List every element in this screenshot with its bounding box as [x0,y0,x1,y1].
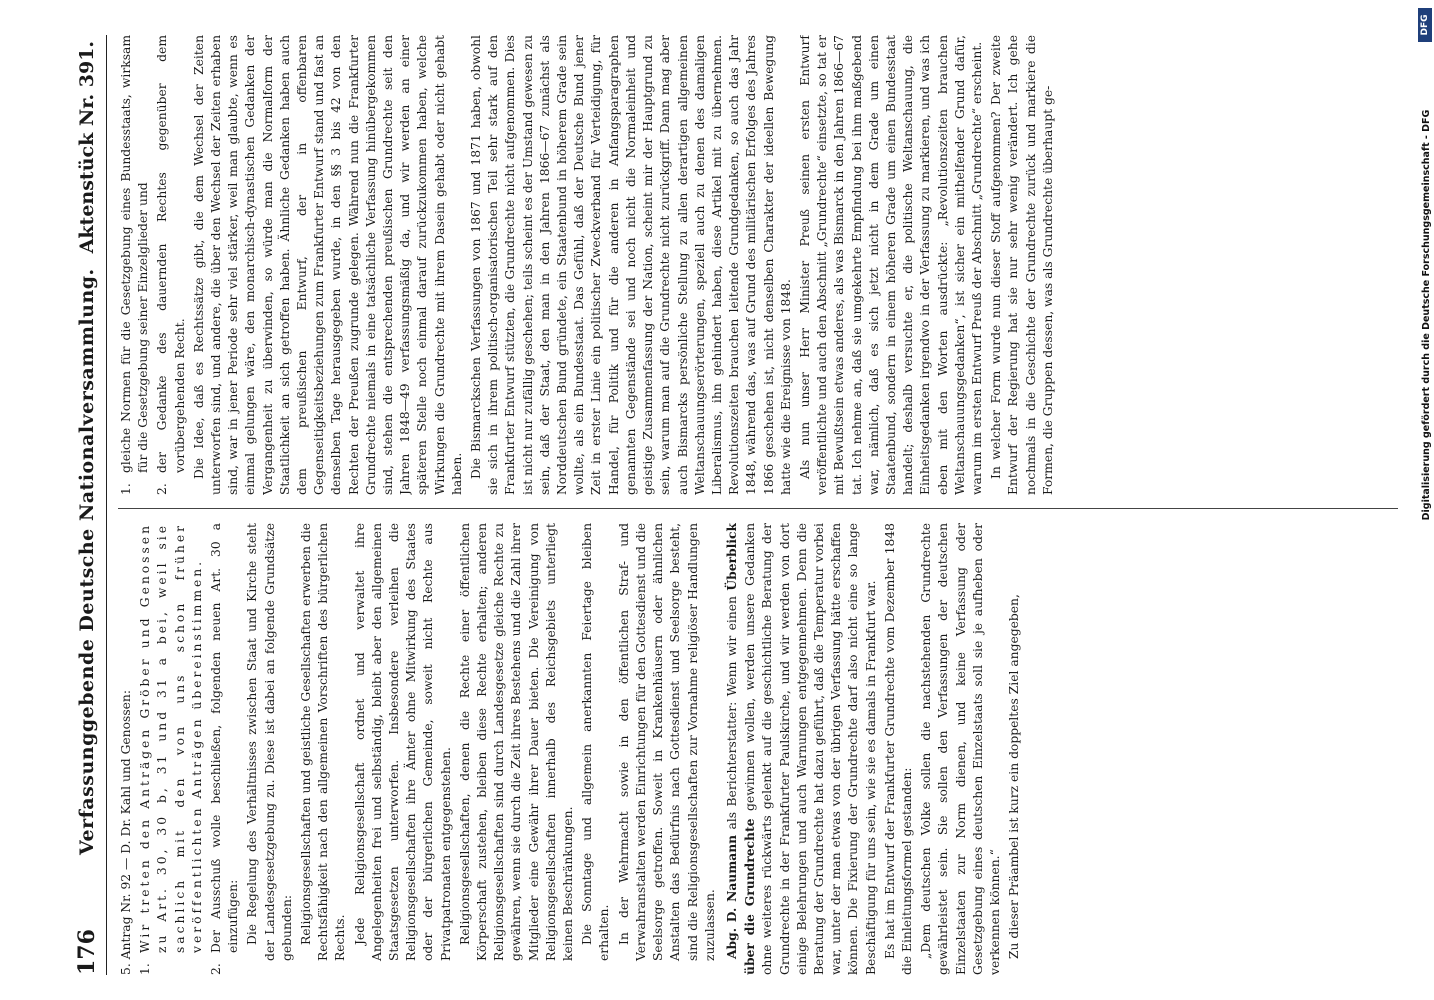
article-paragraph: Religionsgesellschaften, denen die Rechte einer öffentlichen Körperschaft zustehen, bleiben diese Rechte erhalten; anderen Religionsgesellschaften sind durch Landesgesetze gleiche Rechte zu gewähren, wenn sie durch die Zeit ihres Bestehens und die Zahl ihrer Mitglieder eine Gewähr ihrer Dauer bieten. Die Vereinigung von Religionsgesellschaften innerhalb des Reichsgebiets unterliegt keinen Beschränkungen. [457,523,576,961]
item-number: 2. [155,483,170,495]
document-number: Aktenstück Nr. 391. [76,41,98,254]
digitization-note [1418,8,1432,568]
document-page [70,35,1400,975]
article-paragraph: Religionsgesellschaften und geistliche Gesellschaften erwerben die Rechtsfähigkeit nach den allgemeinen Vorschriften des bürgerlichen Rechts. [299,523,348,961]
running-title: Verfassunggebende Deutsche Nationalversammlung. [76,268,98,855]
motion-item-2 [208,523,242,975]
item-text: der Gedanke des dauernden Rechtes gegenüber dem vorübergehenden Recht. [155,35,187,473]
body-paragraph: Die Idee, daß es Rechtssätze gibt, die dem Wechsel der Zeiten unterworfen sind, und andere, die über den Wechsel der Zeiten erhaben sind, war in jener Periode sehr viel stärker, weil man glaubte, wenn es einmal gelungen wäre, den monarchisch-dynastischen Gedanken der Vergangenheit zu überwinden, so würde man die Normalform der Staatlichkeit an sich getroffen haben. Ähnliche Gedanken haben auch dem preußischen Entwurf, der in offenbaren Gegenseitigkeitsbeziehungen zum Frankfurter Entwurf stand und fast an denselben Tage herausgegeben wurde, in den §§ 3 bis 42 von den Rechten der Preußen zugrunde gelegen. Während nun die Frankfurter Grundrechte niemals in eine tatsächliche Verfassung hinübergekommen sind, stehen die entsprechenden preußischen Grundrechte seit den Jahren 1848—49 verfassungsmäßig da, und wir werden an einer späteren Stelle noch einmal darauf zurückzukommen haben, welche Wirkungen die Grundrechte mit ihrem Dasein gehabt oder nicht gehabt haben. [191,35,464,495]
item-text: Der Ausschuß wolle beschließen, folgenden neuen Art. 30 a einzufügen: [209,523,241,953]
motion-item-1 [137,523,206,975]
emphasis-text: Überblick über die Grundrechte [723,523,758,975]
right-column [118,35,1398,495]
item-text: Wir treten den Anträgen Gröber und Genossen zu Art. 30, 30 b, 31 und 31 a bei, weil sie sachlich mit den von uns schon früher veröffentlichten Anträgen übereinstimmen. [138,523,204,953]
left-column [118,523,1398,975]
article-paragraph: Die Sonntage und allgemein anerkannten Feiertage bleiben erhalten. [580,523,612,961]
page-header [70,35,107,975]
item-text: gleiche Normen für die Gesetzgebung eines Bundesstaats, wirksam für die Gesetzgebung seiner Einzelglieder und [119,35,151,473]
dfg-logo-text: DFG [1420,14,1430,36]
speech-text: gewinnen wollen, werden unsere Gedanken ohne weiteres rückwärts gelenkt auf die geschichtliche Beratung der Grundrechte in der Frankfurter Paulskirche, und wir werden von dort einige Belehrungen und auch Warnungen entgegennehmen. Denn die Beratung der Grundrechte hat dazu geführt, daß die Temperatur vorbei war, unter der man etwas von der übrigen Verfassung hätte erschaffen können. Die Fixierung der Grundrechte darf also nicht eine so lange Beschäftigung für uns sein, wie sie es damals in Frankfurt war. [743,523,878,975]
article-paragraph: Jede Religionsgesellschaft ordnet und verwaltet ihre Angelegenheiten frei und selbständig, bleibt aber den allgemeinen Staatsgesetzen unterworfen. Insbesondere verleihen die Religionsgesellschaften ihre Ämter ohne Mitwirkung des Staates oder der bürgerlichen Gemeinde, soweit nicht Rechte aus Privatpatronaten entgegenstehen. [352,523,453,961]
item-number: 1. [138,963,153,975]
quotation-paragraph: „Dem deutschen Volke sollen die nachstehenden Grundrechte gewährleistet sein. Sie sollen den Verfassungen der deutschen Einzelstaaten zur Norm dienen, und keine Verfassung oder Gesetzgebung eines deutschen Einzelstaats soll sie je aufheben oder verkennen können.“ [919,523,1002,975]
item-number: 2. [209,963,224,975]
funding-credit: Digitalisierung gefördert durch die Deutsche Forschungsgemeinschaft - DFG [1421,109,1432,521]
quoted-article [244,523,720,975]
goal-item-1 [118,35,152,495]
body-paragraph: Die Bismarckschen Verfassungen von 1867 und 1871 haben, obwohl sie sich in ihrem politisch-organisatorischen Teil sehr stark auf den Frankfurter Entwurf stützten, die Grundrechte nicht aufgenommen. Dies ist nicht nur zufällig geschehen; teils scheint es der Umstand gewesen zu sein, daß der Staat, den man in den Jahren 1866—67 zunächst als Norddeutschen Bund gründete, ein Staatenbund in höherem Grade sein wollte, als ein Bundesstaat. Das Gefühl, daß der Deutsche Bund jener Zeit in erster Linie ein politischer Zweckverband für Verteidigung, für Handel, für Politik und für die anderen in Anfangsparagraphen genannten Gegenstände sei und noch nicht die Normaleinheit und geistige Zusammenfassung der Nation, scheint mir der Hauptgrund zu sein, warum man auf die Grundrechte nicht zurückgriff. Dann mag aber auch Bismarcks persönliche Stellung zu allen derartigen allgemeinen Weltanschauungserörterungen, speziell auch zu denen des damaligen Liberalismus, ihn gehindert haben, diese Artikel mit zu übernehmen. Revolutionszeiten brauchen leitende Grundgedanken, so auch das Jahr 1848, während das, was auf Grund des militärischen Erfolges des Jahres 1866 geschehen ist, nicht denselben Charakter der ideellen Bewegung hatte wie die Ereignisse von 1848. [469,35,793,495]
motion-heading: 5. Antrag Nr. 92 — D. Dr. Kahl und Genossen: [119,690,133,975]
speech-paragraph [723,523,880,975]
article-paragraph: In der Wehrmacht sowie in den öffentlichen Straf- und Verwahranstalten werden Einrichtungen für den Gottesdienst und die Seelsorge getroffen. Soweit in Krankenhäusern oder ähnlichen Anstalten das Bedürfnis nach Gottesdienst und Seelsorge besteht, sind die Religionsgesellschaften zur Vornahme religiöser Handlungen zuzulassen. [616,523,717,961]
column-divider [118,508,1398,509]
body-paragraph: Als nun unser Herr Minister Preuß seinen ersten Entwurf veröffentlichte und auch den Abschnitt „Grundrechte“ einsetzte, so tat er mit Bewußtsein etwas anderes, als was Bismarck in den Jahren 1866—67 tat. Ich nehme an, daß sie umgekehrte Empfindung bei ihm maßgebend war, nämlich, daß es sich jetzt nicht in dem Grade um einen Staatenbund, sondern in einem höheren Grade um einen Bundesstaat handelt; deshalb versuchte er, die politische Weltanschauung, die Einheitsgedanken irgendwo in der Verfassung zu markieren, und was ich eben mit den Worten ausdrückte: „Revolutionszeiten brauchen Weltanschauungsgedanken“, ist sicher ein mithelfender Grund dafür, warum im ersten Entwurf Preuß der Abschnitt „Grundrechte“ erscheint. [797,35,984,495]
body-paragraph: Zu dieser Präambel ist kurz ein doppeltes Ziel angegeben, [1007,594,1022,959]
goal-item-2 [154,35,188,495]
body-paragraph: In welcher Form wurde nun dieser Stoff aufgenommen? Der zweite Entwurf der Regierung hat sie nur sehr wenig verändert. Ich gehe nochmals in die Geschichte der Grundrechte zurück und markiere die Formen, die Gruppen dessen, was als Grundrechte überhaupt ge- [989,35,1055,495]
speech-text: als Berichterstatter: Wenn wir einen [724,596,739,830]
speaker-name: Abg. D. Naumann [723,834,739,959]
item-number: 1. [119,483,133,495]
body-paragraph: Es hat im Entwurf der Frankfurter Grundrechte vom Dezember 1848 die Einleitungsformel gestanden: [882,523,914,975]
dfg-logo [1418,8,1432,42]
article-paragraph: Die Regelung des Verhältnisses zwischen Staat und Kirche steht der Landesgesetzgebung zu. Diese ist dabei an folgende Grundsätze gebunden: [245,523,294,961]
page-number: 176 [74,929,100,975]
